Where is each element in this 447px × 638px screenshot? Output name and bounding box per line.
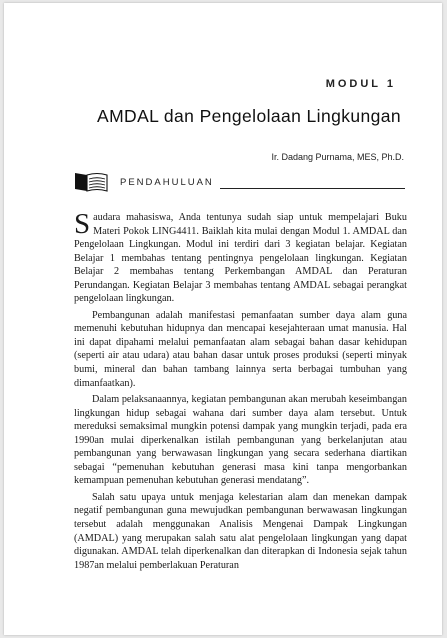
author-name: Ir. Dadang Purnama, MES, Ph.D. bbox=[271, 152, 404, 162]
paragraph-1 bbox=[74, 208, 407, 306]
paragraph-1-text: audara mahasiswa, Anda tentunya sudah siap untuk mempelajari Buku Materi Pokok LING4411. Baiklah kita mulai dengan Modul 1. AMDAL dan Pengelolaan Lingkungan. Modul ini terdiri dari 3 kegiatan belajar. Kegiatan Belajar 1 membahas tentang pentingnya pengelolaan lingkungan. Kegiatan Belajar 2 membahas tentang Perkembangan AMDAL dan Peraturan Perundangan. Kegiatan Belajar 3 membahas tentang AMDAL sebagai perangkat pengelolaan lingkungan. bbox=[74, 212, 407, 305]
module-label: MODUL 1 bbox=[325, 78, 396, 90]
section-divider bbox=[220, 188, 405, 189]
paragraph-4: Salah satu upaya untuk menjaga kelestarian alam dan menekan dampak negatif pembangunan guna mewujudkan pembangunan berwawasan lingkungan tersebut adalah menggunakan Analisis Mengenai Dampak Lingkungan (AMDAL) yang merupakan salah satu alat pengelolaan lingkungan yang dapat digunakan. AMDAL telah diperkenalkan dan diterapkan di Indonesia sejak tahun 1987an melalui pemberlakuan Peraturan bbox=[74, 491, 407, 571]
book-icon bbox=[73, 171, 109, 193]
page-title: AMDAL dan Pengelolaan Lingkungan bbox=[97, 106, 402, 126]
drop-cap: S bbox=[74, 208, 91, 240]
body-text bbox=[74, 208, 407, 575]
paragraph-3: Dalam pelaksanaannya, kegiatan pembangunan akan merubah keseimbangan lingkungan hidup sebagai wahana dari sumber daya alam tersebut. Untuk mereduksi semaksimal mungkin potensi dampak yang mungkin terjadi, pada era 1990an mulai diperkenalkan istilah pembangunan yang berkelanjutan atau pembangunan yang berwawasan lingkungan yang secara sederhana diartikan sebagai “pemenuhan kebutuhan generasi masa kini tanpa mengorbankan kemampuan pemenuhan kebutuhan generasi mendatang”. bbox=[74, 394, 407, 487]
document-page bbox=[4, 3, 442, 635]
paragraph-2: Pembangunan adalah manifestasi pemanfaatan sumber daya alam guna memenuhi kebutuhan hidupnya dan mencapai kesejahteraan umat manusia. Hal ini dapat dipahami melalui pemanfaatan alam sebagai bahan dasar kehidupan (seperti air atau udara) atau bahan dasar untuk proses produksi (seperti minyak bumi, mineral dan bahan tambang lainnya serta berbagai tumbuhan yang dimanfaatkan). bbox=[74, 309, 407, 389]
section-title: PENDAHULUAN bbox=[120, 177, 214, 188]
